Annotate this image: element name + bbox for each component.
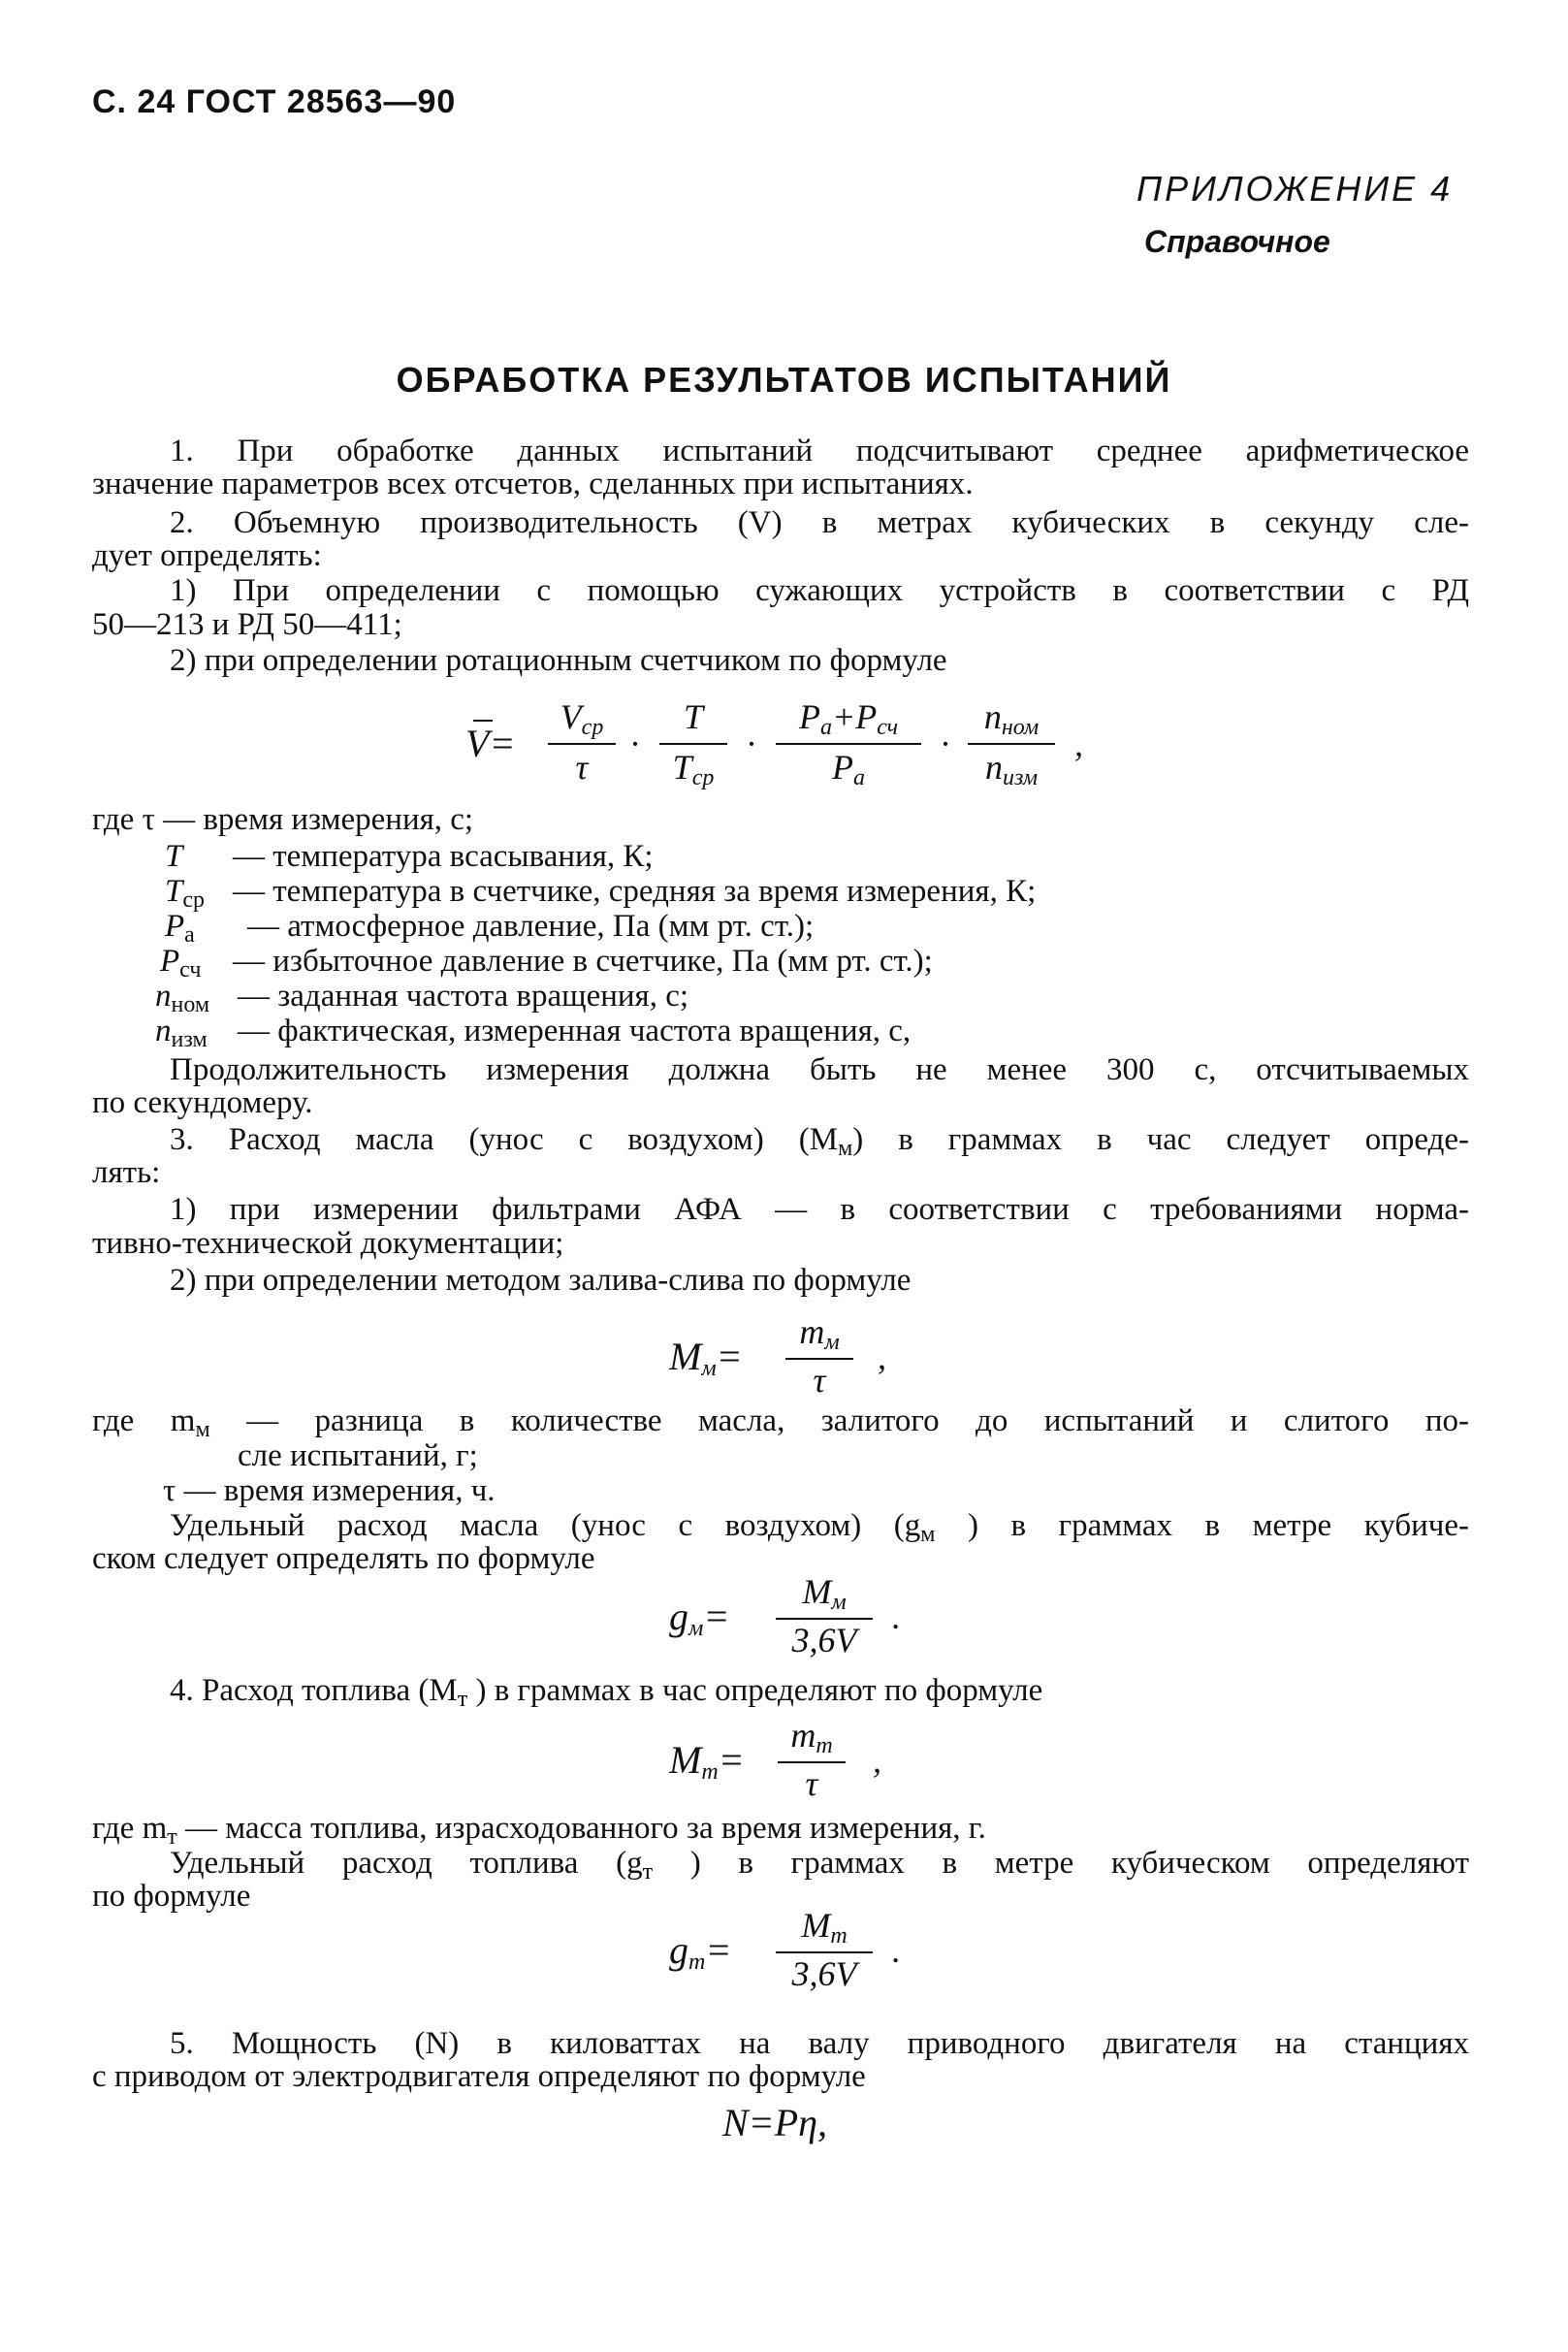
f2-num: $m_м$ bbox=[799, 1312, 840, 1355]
p1-line-1: 1. При обработке данных испытаний подсчитывают среднее арифметическое bbox=[170, 434, 1469, 468]
legend-Pcch: — избыточное давление в счетчике, Па (мм рт. ст.); bbox=[233, 944, 933, 979]
p2-line-1: 2. Объемную производительность (V) в метрах кубических в секунду сле- bbox=[170, 505, 1469, 540]
p3b-line-1: Удельный расход масла (унос с воздухом) ($g_м$ ) в граммах в метре кубиче- bbox=[170, 1508, 1470, 1547]
legend-m-line-1: где $m_м$ — разница в количестве масла, залитого до испытаний и слитого по- bbox=[92, 1403, 1469, 1442]
legend-nizm: — фактическая, измеренная частота вращения, с, bbox=[238, 1014, 912, 1048]
f5-bar bbox=[776, 1951, 873, 1953]
p1-line-2: значение параметров всех отсчетов, сделанных при испытаниях. bbox=[92, 467, 974, 501]
legend-Pcch-sym: $P_{сч}$ bbox=[160, 944, 202, 983]
appendix-kind: Справочное bbox=[1144, 224, 1330, 259]
formula-fuel-specific bbox=[669, 1906, 960, 2006]
f4-comma: , bbox=[873, 1741, 881, 1780]
p3-line-1: 3. Расход масла (унос с воздухом) $(M_м)$ в граммах в час следует опреде- bbox=[170, 1122, 1469, 1161]
f3-num: $M_м$ bbox=[802, 1572, 847, 1615]
p2b-line-1: Продолжительность измерения должна быть не менее 300 с, отсчитываемых bbox=[170, 1052, 1469, 1087]
legend-T: — температура всасывания, К; bbox=[233, 839, 654, 874]
page-header: С. 24 ГОСТ 28563—90 bbox=[92, 83, 457, 120]
legend-nnom-sym: $n_{ном}$ bbox=[155, 979, 210, 1017]
frac1-num: $V_{ср}$ bbox=[560, 697, 604, 740]
p4-line-1: 4. Расход топлива ($M_т$ ) в граммах в час определяют по формуле bbox=[170, 1673, 1043, 1712]
page-title: ОБРАБОТКА РЕЗУЛЬТАТОВ ИСПЫТАНИЙ bbox=[396, 360, 1172, 400]
p3-item-1a: 1) при измерении фильтрами АФА — в соответствии с требованиями норма- bbox=[170, 1192, 1469, 1227]
formula-fuel-specific-lhs: $g_т=$ bbox=[669, 1928, 732, 1975]
frac4-num: $n_{ном}$ bbox=[983, 697, 1040, 740]
frac2-bar bbox=[659, 743, 727, 745]
frac4-den: $n_{изм}$ bbox=[984, 748, 1039, 790]
f5-den: 3,6V bbox=[791, 1954, 857, 1993]
p3-item-1b: тивно-технической документации; bbox=[92, 1226, 564, 1261]
p4b-line-1: Удельный расход топлива ($g_т$ ) в граммах в метре кубическом определяют bbox=[170, 1846, 1470, 1885]
p5-line-2: с приводом от электродвигателя определяют по формуле bbox=[92, 2059, 866, 2094]
frac2-num: T bbox=[683, 697, 704, 736]
legend-Tcp-sym: $T_{ср}$ bbox=[165, 874, 206, 913]
legend-tau: где τ — время измерения, с; bbox=[92, 802, 474, 837]
legend-m-line-2: сле испытаний, г; bbox=[238, 1438, 478, 1473]
f2-den: τ bbox=[813, 1361, 826, 1400]
legend-nnom: — заданная частота вращения, с; bbox=[238, 979, 689, 1014]
frac2-den: $T_{ср}$ bbox=[672, 748, 715, 790]
formula-oil-rate bbox=[669, 1312, 960, 1412]
formula-oil-specific bbox=[669, 1572, 960, 1672]
legend-Tcp: — температура в счетчике, средняя за время измерения, К; bbox=[233, 874, 1037, 909]
overline bbox=[473, 720, 493, 722]
legend-mt: где $m_т$ — масса топлива, израсходованного за время измерения, г. bbox=[92, 1811, 986, 1850]
dot-1: · bbox=[630, 725, 639, 763]
f3-den: 3,6V bbox=[791, 1621, 857, 1659]
f4-num: $m_т$ bbox=[790, 1716, 833, 1758]
f3-bar bbox=[776, 1618, 873, 1620]
p3-line-2: лять: bbox=[92, 1155, 161, 1190]
dot-3: · bbox=[941, 725, 949, 763]
legend-Pa: — атмосферное давление, Па (мм рт. ст.); bbox=[247, 909, 815, 944]
f2-bar bbox=[785, 1358, 853, 1360]
legend-T-sym: T bbox=[165, 839, 183, 874]
f4-den: τ bbox=[805, 1764, 818, 1803]
dot-2: · bbox=[747, 725, 755, 763]
p2b-line-2: по секундомеру. bbox=[92, 1085, 313, 1120]
p2-item-1b: 50—213 и РД 50—411; bbox=[92, 607, 402, 642]
formula-fuel-rate-lhs: $M_т=$ bbox=[669, 1738, 745, 1785]
p2-line-2: дует определять: bbox=[92, 538, 322, 573]
appendix-label: ПРИЛОЖЕНИЕ 4 bbox=[1136, 169, 1454, 209]
legend-Pa-sym: $P_а$ bbox=[165, 909, 195, 948]
f5-num: $M_т$ bbox=[801, 1906, 848, 1949]
formula-power: N=Pη, bbox=[722, 2101, 827, 2144]
p5-line-1: 5. Мощность (N) в киловаттах на валу приводного двигателя на станциях bbox=[170, 2026, 1469, 2061]
f3-end: . bbox=[892, 1597, 901, 1636]
f4-bar bbox=[778, 1761, 846, 1763]
frac1-den: τ bbox=[575, 748, 589, 787]
formula-volume-lhs: V= bbox=[465, 722, 516, 765]
formula-oil-specific-lhs: $g_м=$ bbox=[669, 1595, 730, 1641]
comma: , bbox=[1074, 725, 1083, 763]
formula-oil-rate-lhs: $M_м=$ bbox=[669, 1335, 743, 1381]
p3-item-2: 2) при определении методом залива-слива по формуле bbox=[170, 1263, 912, 1298]
frac1-bar bbox=[548, 743, 616, 745]
frac3-num: $P_а+P_{сч}$ bbox=[798, 697, 899, 740]
frac3-bar bbox=[776, 743, 921, 745]
formula-fuel-rate bbox=[669, 1716, 960, 1816]
formula-volume bbox=[465, 697, 1144, 807]
frac3-den: $P_а$ bbox=[832, 748, 865, 790]
f5-end: . bbox=[892, 1931, 901, 1970]
p2-item-2: 2) при определении ротационным счетчиком по формуле bbox=[170, 643, 947, 678]
p3b-line-2: ском следует определять по формуле bbox=[92, 1541, 595, 1576]
frac4-bar bbox=[968, 743, 1055, 745]
p4b-line-2: по формуле bbox=[92, 1879, 251, 1914]
p2-item-1a: 1) При определении с помощью сужающих устройств в соответствии с РД bbox=[170, 573, 1469, 608]
f2-comma: , bbox=[878, 1337, 886, 1376]
legend-tau-2: τ — время измерения, ч. bbox=[163, 1473, 496, 1508]
legend-nizm-sym: $n_{изм}$ bbox=[155, 1014, 208, 1052]
